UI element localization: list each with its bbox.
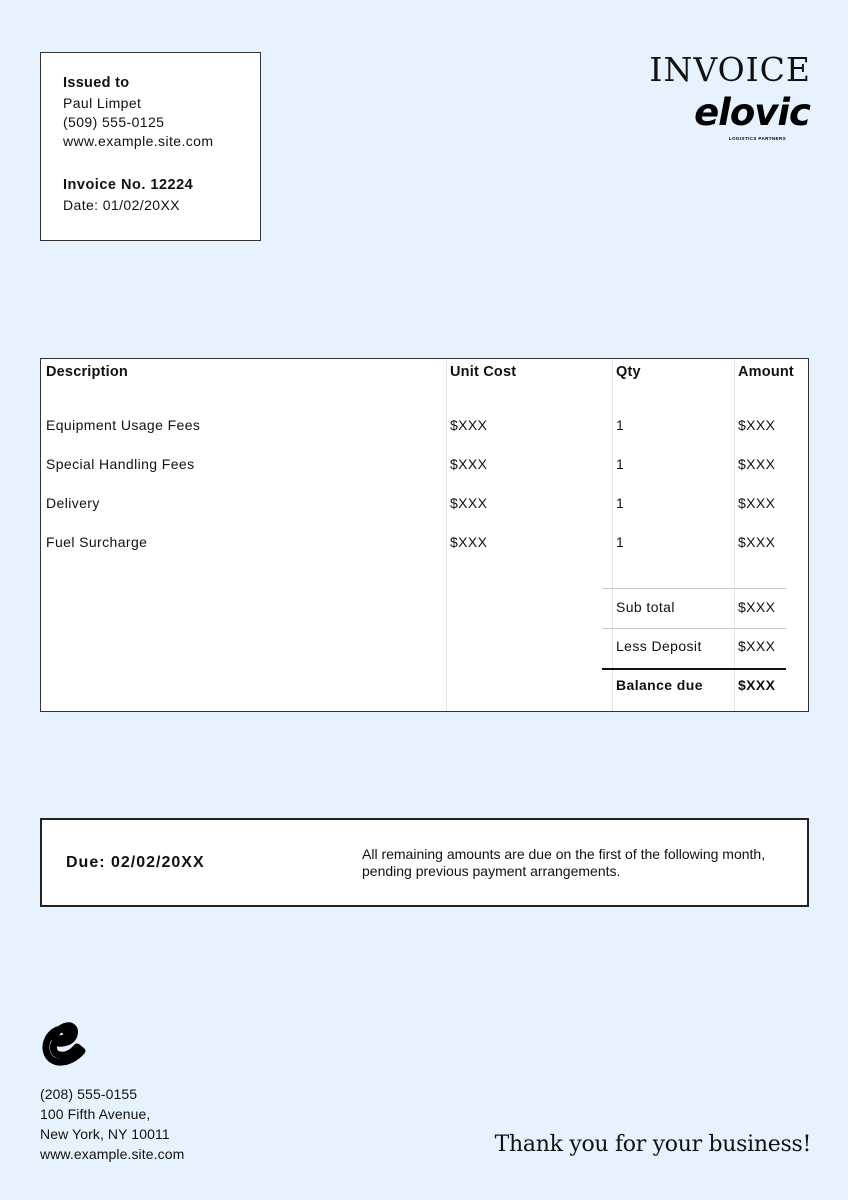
brand-logo: elovic [694, 91, 810, 134]
invoice-date: Date: 01/02/20XX [63, 197, 180, 213]
brand-tagline: LOGISTICS PARTNERS [728, 136, 786, 141]
row-qty: 1 [616, 417, 625, 433]
issued-to-box [40, 52, 261, 241]
row-description: Equipment Usage Fees [46, 417, 201, 433]
deposit-value: $XXX [738, 638, 776, 654]
thank-you-message: Thank you for your business! [494, 1132, 811, 1157]
column-divider [612, 359, 613, 711]
row-qty: 1 [616, 495, 625, 511]
row-amount: $XXX [738, 495, 776, 511]
row-description: Special Handling Fees [46, 456, 195, 472]
company-address-line1: 100 Fifth Avenue, [40, 1106, 151, 1122]
brand-monogram-icon [40, 1018, 86, 1068]
row-unit-cost: $XXX [450, 495, 488, 511]
header-description: Description [46, 364, 128, 380]
issued-to-label: Issued to [63, 75, 130, 91]
row-amount: $XXX [738, 456, 776, 472]
row-qty: 1 [616, 456, 625, 472]
row-unit-cost: $XXX [450, 456, 488, 472]
company-contact [40, 1084, 184, 1164]
row-amount: $XXX [738, 534, 776, 550]
column-divider [734, 359, 735, 711]
balance-divider [602, 668, 786, 670]
subtotal-value: $XXX [738, 599, 776, 615]
company-website: www.example.site.com [40, 1146, 185, 1162]
row-unit-cost: $XXX [450, 417, 488, 433]
company-address-line2: New York, NY 10011 [40, 1126, 170, 1142]
totals-divider [602, 628, 786, 629]
line-items-table [40, 358, 809, 712]
invoice-title: INVOICE [649, 50, 811, 89]
payment-terms: All remaining amounts are due on the first of the following month, pending previous payment arrangements. [362, 846, 766, 879]
row-unit-cost: $XXX [450, 534, 488, 550]
column-divider [446, 359, 447, 711]
row-qty: 1 [616, 534, 625, 550]
deposit-label: Less Deposit [616, 638, 702, 654]
balance-due-label: Balance due [616, 677, 703, 693]
header-unit-cost: Unit Cost [450, 364, 517, 380]
client-phone: (509) 555-0125 [63, 114, 165, 130]
due-date-box [40, 818, 809, 907]
balance-due-value: $XXX [738, 677, 776, 693]
client-name: Paul Limpet [63, 95, 142, 111]
header-amount: Amount [738, 364, 794, 380]
due-date: Due: 02/02/20XX [66, 854, 205, 871]
row-description: Fuel Surcharge [46, 534, 148, 550]
subtotal-label: Sub total [616, 599, 675, 615]
company-phone: (208) 555-0155 [40, 1086, 138, 1102]
header-qty: Qty [616, 364, 641, 380]
row-description: Delivery [46, 495, 100, 511]
client-website: www.example.site.com [63, 133, 214, 149]
row-amount: $XXX [738, 417, 776, 433]
invoice-number: Invoice No. 12224 [63, 177, 194, 193]
totals-divider [602, 588, 786, 589]
